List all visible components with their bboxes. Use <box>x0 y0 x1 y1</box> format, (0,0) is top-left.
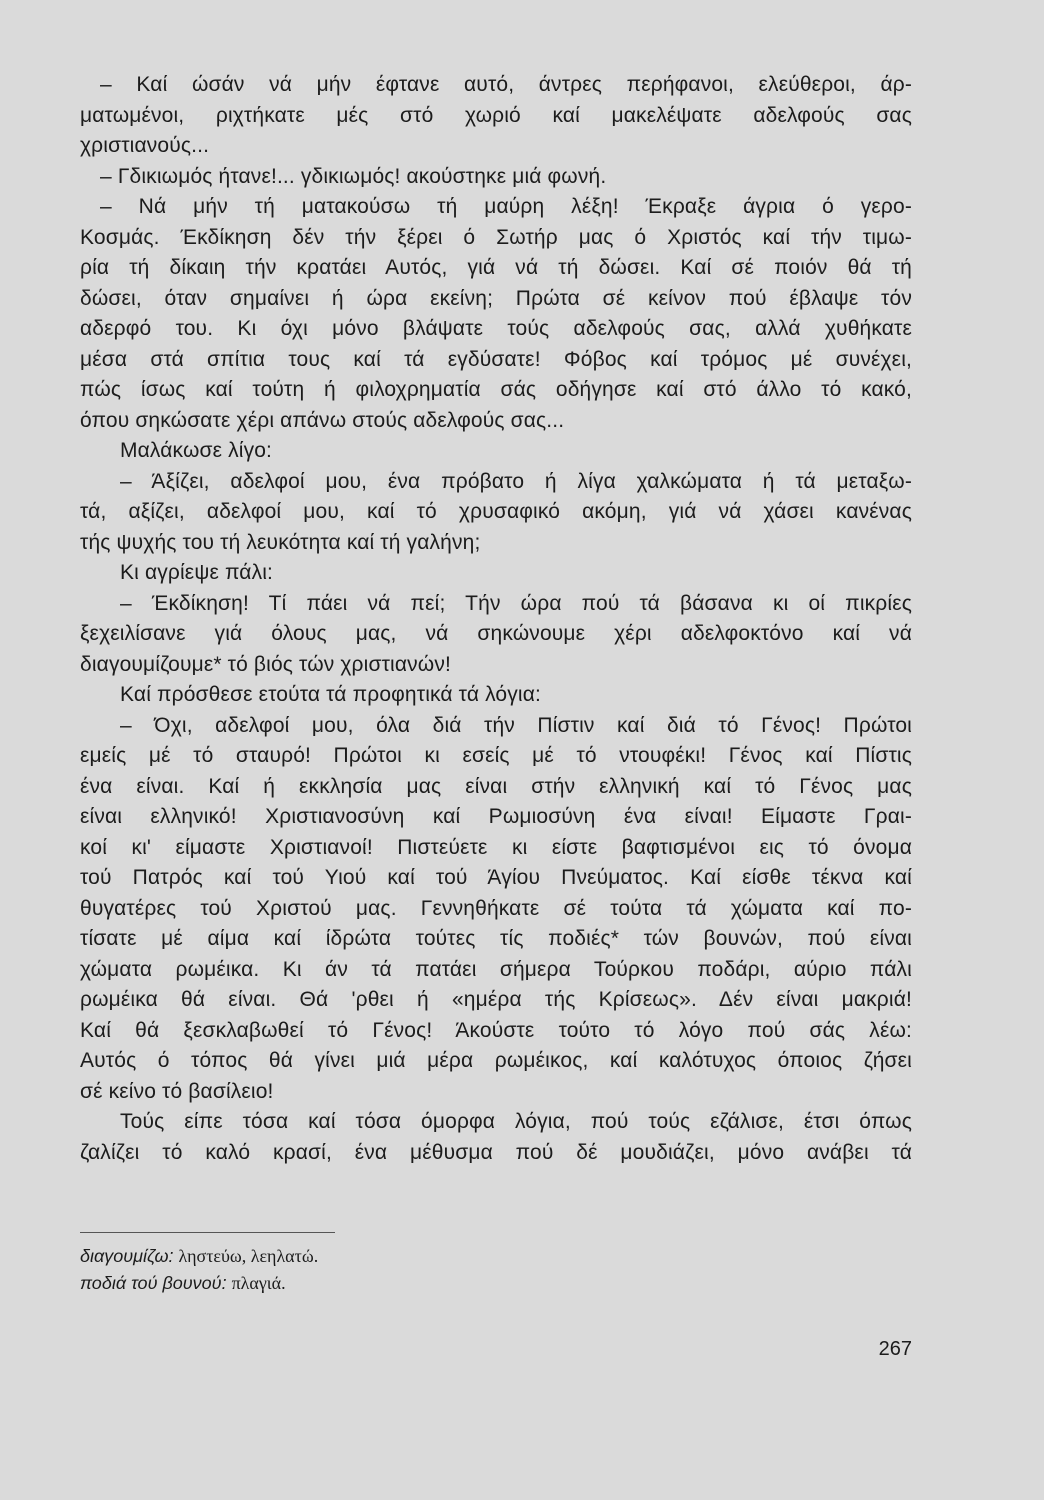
text-line: θυγατέρες τού Χριστού μας. Γεννηθήκατε σέ τούτα τά χώματα καί πο- <box>80 896 912 920</box>
text-line: όπου σηκώσατε χέρι απάνω στούς αδελφούς σας... <box>80 408 565 432</box>
footnote-divider <box>80 1232 335 1233</box>
footnote-definition: πλαγιά. <box>231 1273 286 1293</box>
text-line: Καί πρόσθεσε ετούτα τά προφητικά τά λόγια: <box>120 683 541 706</box>
text-line: – Άξίζει, αδελφοί μου, ένα πρόβατο ή λίγα χαλκώματα ή τά μεταξω- <box>120 469 912 493</box>
text-line: Κοσμάς. Έκδίκηση δέν τήν ξέρει ό Σωτήρ μας ό Χριστός καί τήν τιμω- <box>80 225 912 249</box>
text-line: τά, αξίζει, αδελφοί μου, καί τό χρυσαφικό ακόμη, γιά νά χάσει κανένας <box>80 500 912 523</box>
text-line: ματωμένοι, ριχτήκατε μές στό χωριό καί μακελέψατε αδελφούς σας <box>80 103 912 127</box>
text-line: ρωμέικα θά είναι. Θά 'ρθει ή «ημέρα τής Κρίσεως». Δέν είναι μακριά! <box>80 988 912 1011</box>
text-line: – Καί ώσάν νά μήν έφτανε αυτό, άντρες περήφανοι, ελεύθεροι, άρ- <box>100 73 912 96</box>
text-line: Τούς είπε τόσα καί τόσα όμορφα λόγια, πού τούς εζάλισε, έτσι όπως <box>120 1110 912 1133</box>
text-line: ζαλίζει τό καλό κρασί, ένα μέθυσμα πού δέ μουδιάζει, μόνο ανάβει τά <box>80 1140 912 1164</box>
text-line: – Γδικιωμός ήτανε!... γδικιωμός! ακούστηκε μιά φωνή. <box>100 164 607 188</box>
text-line: είναι ελληνικό! Χριστιανοσύνη καί Ρωμιοσύνη ένα είναι! Είμαστε Γραι- <box>80 805 912 828</box>
footnotes <box>80 1243 680 1297</box>
text-line: πώς ίσως καί τούτη ή φιλοχρηματία σάς οδήγησε καί στό άλλο τό κακό, <box>80 378 912 401</box>
text-line: ξεχειλίσανε γιά όλους μας, νά σηκώνουμε χέρι αδελφοκτόνο καί νά <box>80 622 912 645</box>
text-line: αδερφό του. Κι όχι μόνο βλάψατε τούς αδελφούς σας, αλλά χυθήκατε <box>80 317 912 340</box>
footnote-term: διαγουμίζω: <box>80 1246 174 1266</box>
footnote-definition: ληστεύω, λεηλατώ. <box>178 1246 319 1266</box>
page-number: 267 <box>878 1338 912 1360</box>
text-line: Μαλάκωσε λίγο: <box>120 439 273 462</box>
text-line: χώματα ρωμέικα. Κι άν τά πατάει σήμερα Τούρκου ποδάρι, αύριο πάλι <box>80 957 912 981</box>
text-line: κοί κι' είμαστε Χριστιανοί! Πιστεύετε κι είστε βαφτισμένοι εις τό όνομα <box>80 835 912 859</box>
text-line: δώσει, όταν σημαίνει ή ώρα εκείνη; Πρώτα σέ κείνον πού έβλαψε τόν <box>80 286 912 310</box>
text-line: εμείς μέ τό σταυρό! Πρώτοι κι εσείς μέ τό ντουφέκι! Γένος καί Πίστις <box>80 744 912 767</box>
footnote-item <box>80 1270 680 1297</box>
body-text <box>80 70 912 1168</box>
text-line: σέ κείνο τό βασίλειο! <box>80 1079 274 1103</box>
text-line: τού Πατρός καί τού Υιού καί τού Άγίου Πνεύματος. Καί είσθε τέκνα καί <box>80 866 912 889</box>
text-line: χριστιανούς... <box>80 134 210 157</box>
text-line: τίσατε μέ αίμα καί ίδρώτα τούτες τίς ποδιές* τών βουνών, πού είναι <box>80 927 912 950</box>
footnote-term: ποδιά τού βουνού: <box>80 1273 227 1293</box>
text-line: – Νά μήν τή ματακούσω τή μαύρη λέξη! Έκραξε άγρια ό γερο- <box>100 195 912 218</box>
text-line: Αυτός ό τόπος θά γίνει μιά μέρα ρωμέικος, καί καλότυχος όποιος ζήσει <box>80 1049 912 1072</box>
text-line: ρία τή δίκαιη τήν κρατάει Αυτός, γιά νά τή δώσει. Καί σέ ποιόν θά τή <box>80 256 912 279</box>
footnote-item <box>80 1243 680 1270</box>
text-line: διαγουμίζουμε* τό βιός τών χριστιανών! <box>80 652 451 676</box>
text-line: ένα είναι. Καί ή εκκλησία μας είναι στήν ελληνική καί τό Γένος μας <box>80 774 912 798</box>
text-line: Καί θά ξεσκλαβωθεί τό Γένος! Άκούστε τούτο τό λόγο πού σάς λέω: <box>80 1018 912 1042</box>
text-line: μέσα στά σπίτια τους καί τά εγδύσατε! Φόβος καί τρόμος μέ συνέχει, <box>80 347 912 371</box>
text-line: Κι αγρίεψε πάλι: <box>120 561 274 584</box>
text-line: – Όχι, αδελφοί μου, όλα διά τήν Πίστιν καί διά τό Γένος! Πρώτοι <box>120 713 912 737</box>
text-line: τής ψυχής του τή λευκότητα καί τή γαλήνη; <box>80 530 481 554</box>
text-line: – Έκδίκηση! Τί πάει νά πεί; Τήν ώρα πού τά βάσανα κι οί πικρίες <box>120 591 912 615</box>
